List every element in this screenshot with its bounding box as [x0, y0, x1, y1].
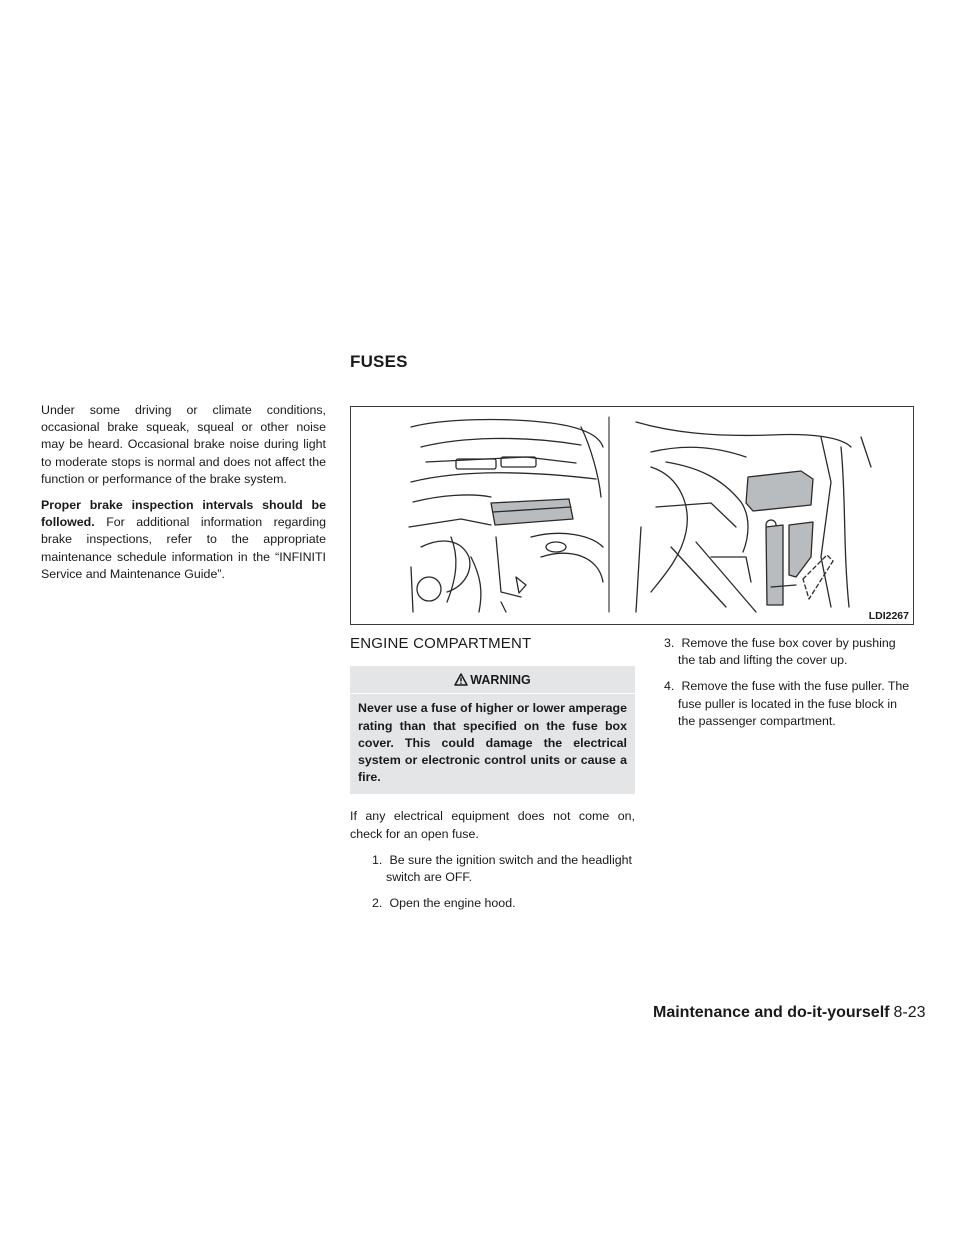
page-number: 8-23: [893, 1004, 926, 1021]
warning-header: [350, 666, 635, 694]
page-footer: [653, 1004, 926, 1022]
warning-box: [350, 666, 635, 794]
step-item: 4. Remove the fuse with the fuse puller. The fuse puller is located in the fuse block in the passenger compartment.: [664, 679, 910, 728]
open-fuse-intro: If any electrical equipment does not come on, check for an open fuse.: [350, 809, 635, 841]
warning-text: Never use a fuse of higher or lower amperage rating than that specified on the fuse box cover. This could damage the electrical system or electronic control units or cause a fire.: [358, 701, 627, 785]
step-item: 1. Be sure the ignition switch and the headlight switch are OFF.: [372, 852, 632, 885]
step-item: 2. Open the engine hood.: [372, 896, 516, 911]
steps-list-right: [650, 635, 915, 730]
middle-column: [350, 635, 635, 921]
section-title: FUSES: [350, 352, 408, 371]
brake-inspection-emphasis: Proper brake inspection intervals should be followed.: [41, 498, 326, 530]
steps-list-left: [350, 852, 635, 913]
right-column: [650, 635, 915, 739]
brake-inspection-text: For additional information regarding brake inspections, refer to the appropriate maintenance schedule information in the “INFINITI Service and Maintenance Guide”.: [41, 515, 326, 581]
brake-noise-paragraph: Under some driving or climate conditions, occasional brake squeak, squeal or other noise may be heard. Occasional brake noise during light to moderate stops is normal and does not affect the function or performance of the brake system.: [41, 403, 326, 486]
engine-compartment-heading: ENGINE COMPARTMENT: [350, 635, 532, 652]
left-column: [41, 402, 326, 592]
warning-triangle-icon: [454, 673, 468, 686]
engine-compartment-figure: [350, 406, 914, 625]
engine-compartment-illustration: [351, 407, 914, 625]
chapter-title: Maintenance and do-it-yourself: [653, 1004, 890, 1021]
figure-label: LDI2267: [868, 610, 909, 622]
warning-title: WARNING: [470, 673, 531, 688]
brake-inspection-paragraph: [41, 497, 326, 583]
step-item: 3. Remove the fuse box cover by pushing the tab and lifting the cover up.: [664, 636, 896, 668]
